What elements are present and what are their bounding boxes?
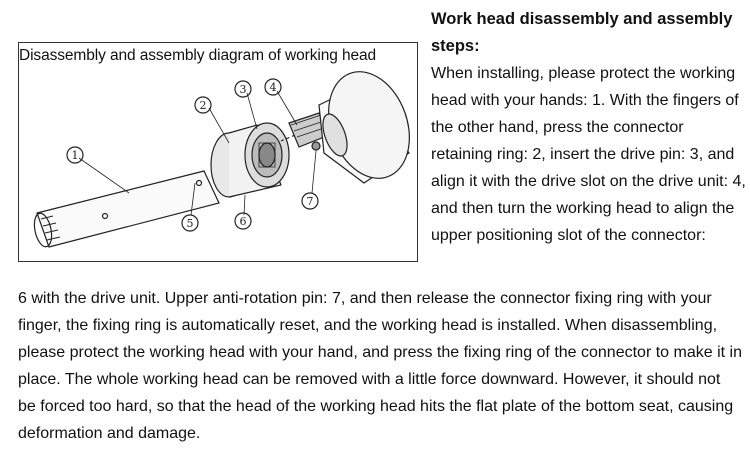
callout-4: 4 [269, 81, 277, 94]
steps-continuation: 6 with the drive unit. Upper anti-rotation pin: 7, and then release the connector fixing ring with your finger, the fixing ring is automatically reset, and the working head is installed. When disassembling, please protect the working head with your hand, and press the fixing ring of the connector to make it in place. The whole working head can be removed with a little force downward. However, it should not be forced too hard, so that the head of the working head hits the flat plate of the bottom seat, causing deformation and damage. [18, 290, 742, 442]
working-head-diagram [19, 43, 419, 263]
callout-6: 6 [239, 215, 247, 228]
figure-caption: Disassembly and assembly diagram of working head [19, 47, 377, 64]
callout-5: 5 [186, 217, 194, 230]
steps-intro: When installing, please protect the working head with your hands: 1. With the fingers of the other hand, press the connector retaining ring: 2, insert the drive pin: 3, and align it with the drive slot on the drive unit: 4, and then turn the working head to align the upper positioning slot of the connector: [431, 65, 746, 244]
callout-7: 7 [306, 195, 314, 208]
callout-2: 2 [199, 99, 207, 112]
callout-3: 3 [239, 83, 247, 96]
diagram-figure [18, 42, 418, 262]
steps-heading: Work head disassembly and assembly steps: [431, 10, 733, 55]
steps-column [431, 6, 747, 249]
callout-1: 1 [71, 149, 79, 162]
